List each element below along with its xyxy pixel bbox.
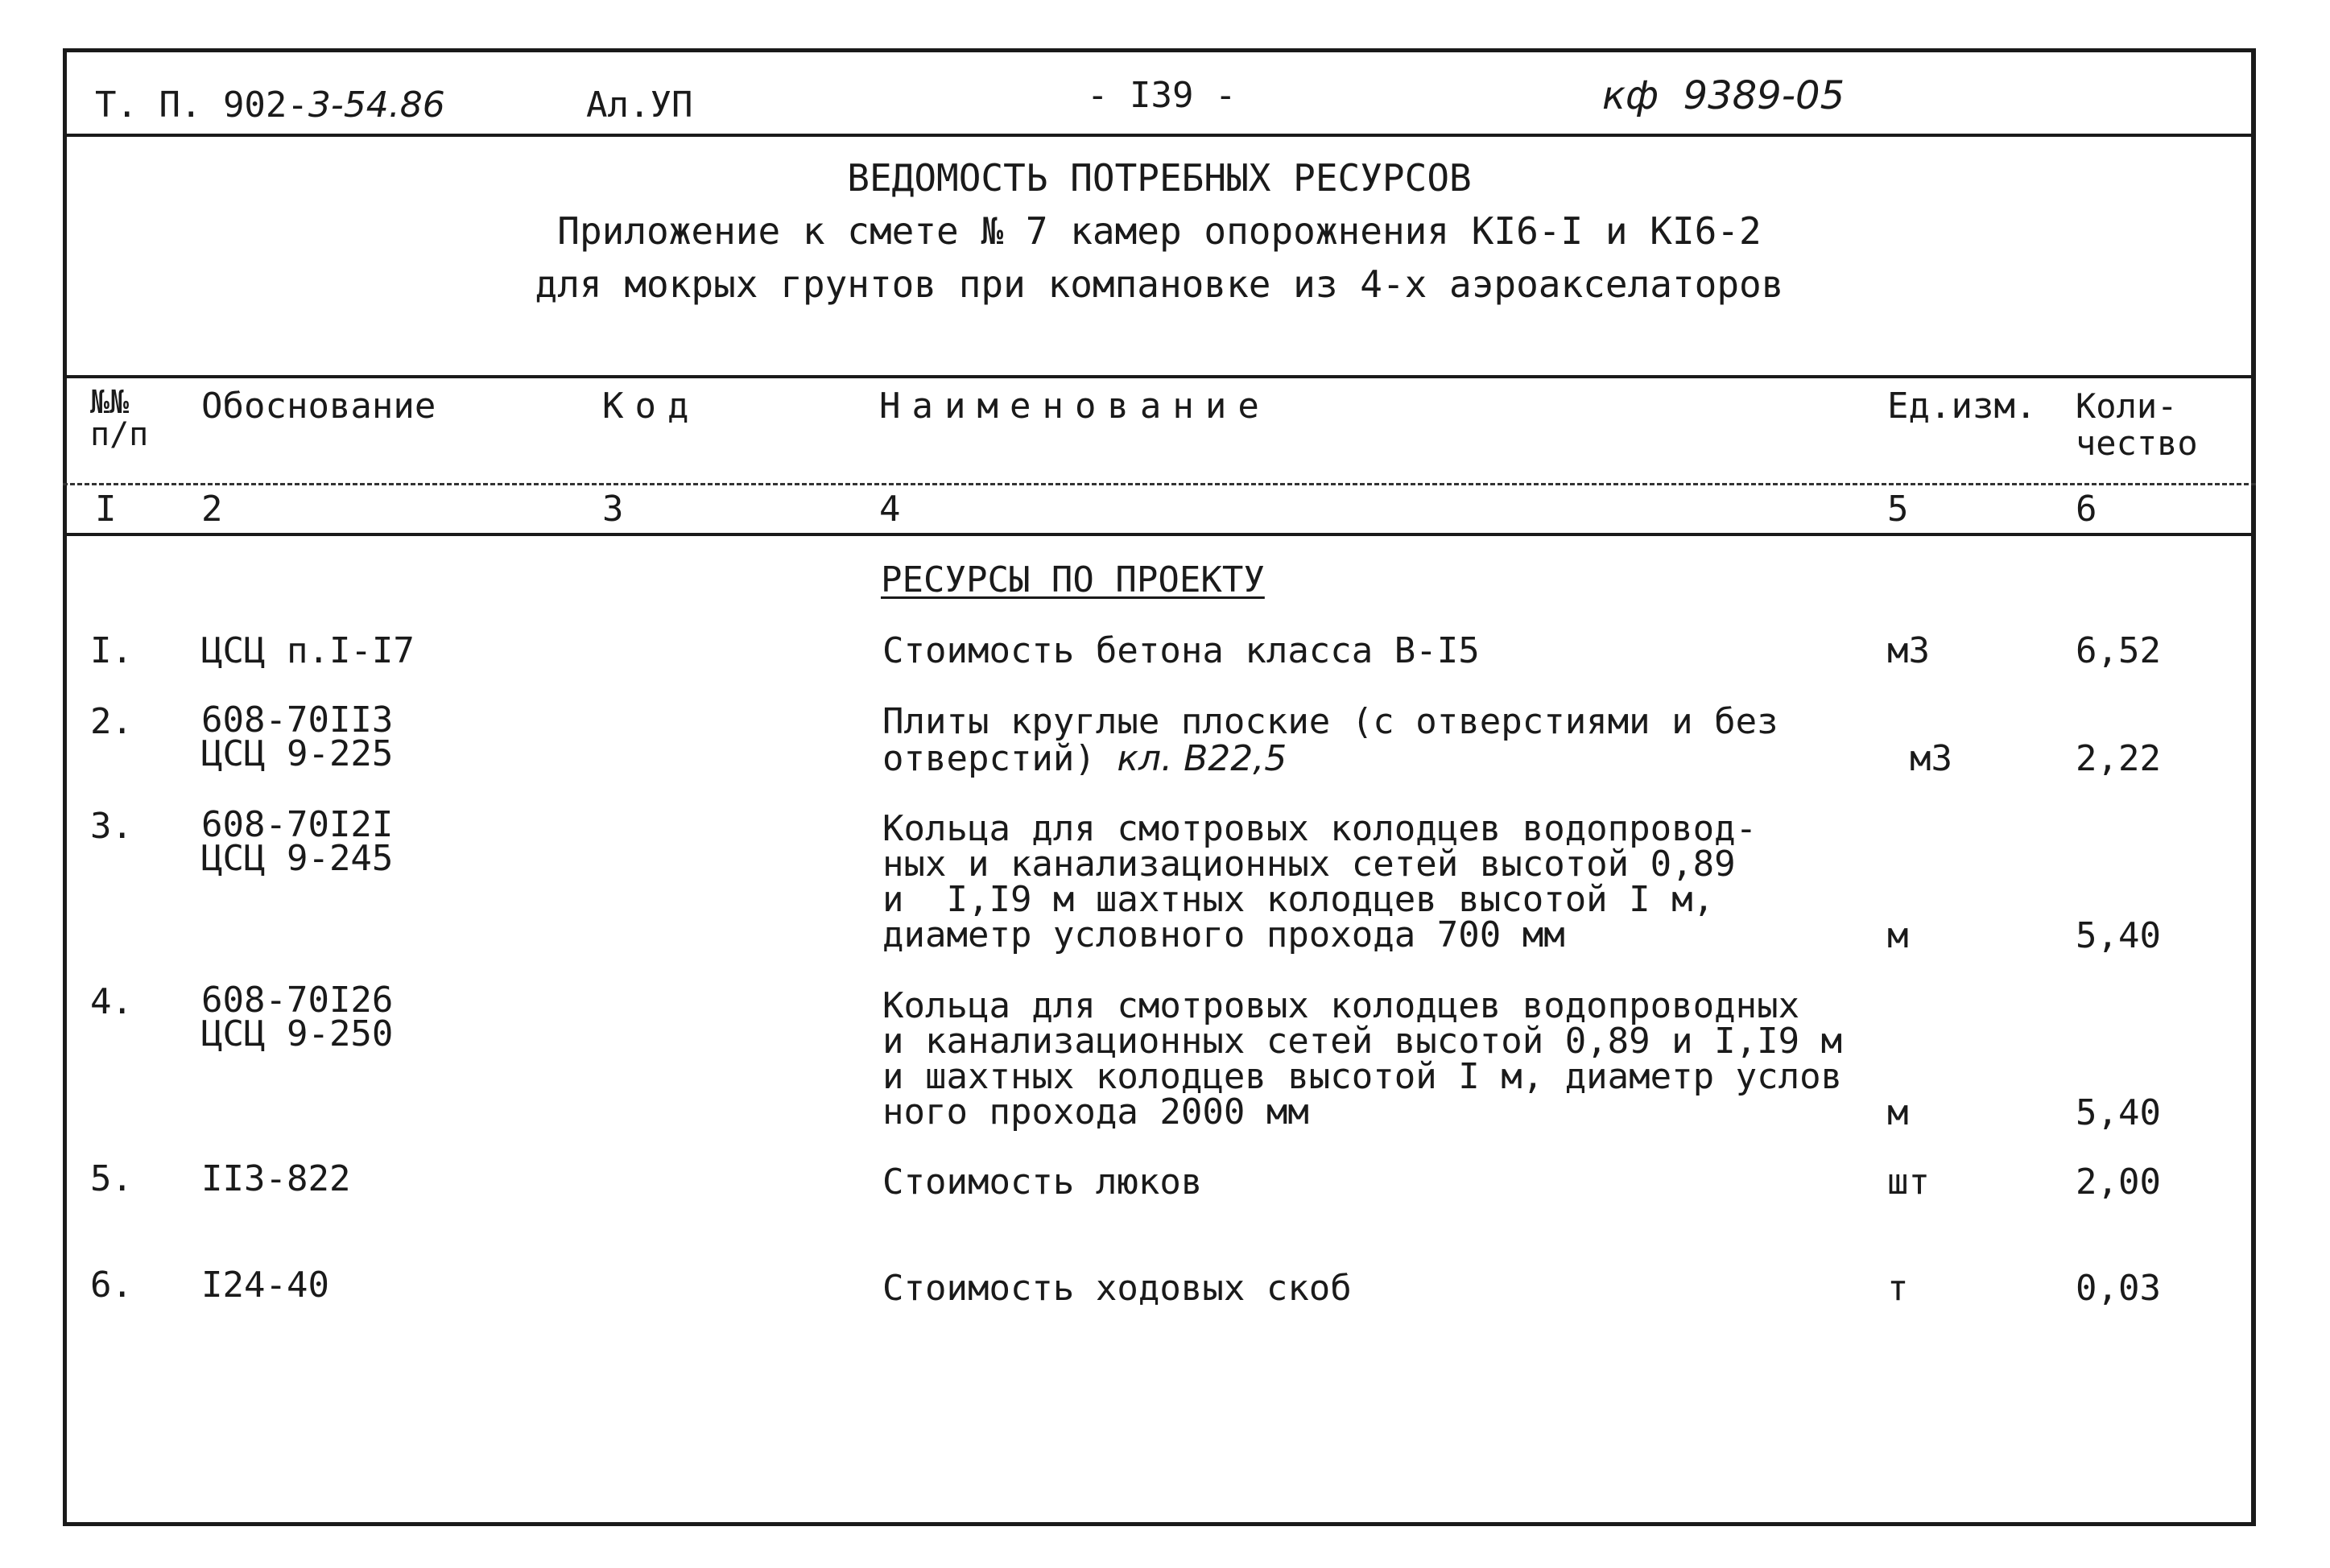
row-basis: ЦСЦ п.I-I7 [201, 630, 415, 671]
page-number: - I39 - [1087, 75, 1237, 116]
row-name-line: и канализационных сетей высотой 0,89 и I,I9 м [882, 1021, 1843, 1062]
row-name-line: ного прохода 2000 мм [882, 1091, 1309, 1133]
row-name: Стоимость люков [882, 1162, 1203, 1203]
col-index-5: 5 [1887, 489, 1909, 530]
row-quantity: 2,00 [2076, 1162, 2161, 1203]
section-title: РЕСУРСЫ ПО ПРОЕКТУ [881, 559, 1265, 600]
header-album: Ал.УП [586, 85, 693, 126]
col-num-bottom: п/п [90, 416, 149, 453]
row-basis [201, 980, 394, 1054]
table-top-border [63, 375, 2256, 378]
row-name-line: отверстий) [882, 738, 1096, 779]
row-basis [201, 699, 394, 774]
row-basis: I24-40 [201, 1265, 329, 1306]
col-index-3: 3 [602, 489, 624, 530]
row-number: 5. [90, 1158, 133, 1199]
row-basis-line: ЦСЦ 9-225 [201, 733, 394, 774]
col-qty-top: Коли- [2076, 386, 2178, 426]
row-quantity: 5,40 [2076, 1092, 2161, 1133]
header-dashed-divider [63, 483, 2256, 485]
row-name-handwritten: кл. В22,5 [1117, 738, 1287, 779]
col-index-4: 4 [879, 489, 901, 530]
row-unit: т [1887, 1268, 1909, 1309]
row-name-line: Кольца для смотровых колодцев водопровод- [882, 808, 1758, 849]
doc-title: ВЕДОМОСТЬ ПОТРЕБНЫХ РЕСУРСОВ [847, 156, 1472, 200]
row-number: I. [90, 630, 133, 671]
header-series-text: Т. П. 902- [95, 85, 308, 126]
row-quantity: 2,22 [2076, 738, 2161, 779]
col-basis-header: Обоснование [201, 386, 436, 427]
row-number: 2. [90, 701, 133, 742]
row-name-line: диаметр условного прохода 700 мм [882, 914, 1565, 955]
header-divider [63, 134, 2256, 137]
col-code-header: Код [602, 386, 700, 427]
row-quantity: 0,03 [2076, 1268, 2161, 1309]
row-unit: м [1887, 1092, 1909, 1133]
row-basis-line: ЦСЦ 9-250 [201, 1013, 394, 1054]
col-num-header [90, 386, 148, 451]
row-name: Стоимость ходовых скоб [882, 1268, 1352, 1309]
header-series-handwritten: 3-54.86 [308, 85, 445, 126]
row-unit: м3 [1910, 738, 1952, 779]
row-name-line: и I,I9 м шахтных колодцев высотой I м, [882, 879, 1715, 920]
row-number: 6. [90, 1265, 133, 1306]
col-index-1: I [95, 489, 117, 530]
col-index-2: 2 [201, 489, 223, 530]
col-qty-header [2076, 388, 2198, 462]
header-stamp: кф 9389-05 [1602, 73, 1845, 118]
row-basis-line: ЦСЦ 9-245 [201, 838, 394, 879]
doc-subtitle-1: Приложение к смете № 7 камер опорожнения КI6-I и КI6-2 [557, 209, 1762, 253]
col-num-top: №№ [90, 384, 130, 421]
row-number: 4. [90, 981, 133, 1022]
row-basis [201, 804, 394, 879]
row-name [882, 701, 1778, 779]
header-series [95, 87, 445, 124]
row-unit: шт [1887, 1162, 1930, 1203]
row-name [882, 808, 1758, 955]
row-quantity: 5,40 [2076, 915, 2161, 956]
row-basis-line: 608-70I2I [201, 804, 394, 845]
row-name-line: Кольца для смотровых колодцев водопроводных [882, 985, 1800, 1026]
row-basis-line: 608-70II3 [201, 699, 394, 741]
row-name-line: ных и канализационных сетей высотой 0,89 [882, 844, 1736, 885]
doc-subtitle-2: для мокрых грунтов при компановке из 4-х аэроакселаторов [535, 262, 1784, 306]
row-name-line: Плиты круглые плоские (с отверстиями и без [882, 701, 1778, 742]
row-unit: м3 [1887, 630, 1930, 671]
row-number: 3. [90, 806, 133, 847]
row-quantity: 6,52 [2076, 630, 2161, 671]
col-qty-bottom: чество [2076, 423, 2198, 463]
col-unit-header: Ед.изм. [1887, 386, 2037, 427]
row-unit: м [1887, 915, 1909, 956]
row-basis: II3-822 [201, 1158, 351, 1199]
row-basis-line: 608-70I26 [201, 980, 394, 1021]
row-name [882, 985, 1843, 1133]
col-name-header: Наименование [879, 386, 1270, 427]
header-bottom-border [63, 533, 2256, 536]
row-name-line: и шахтных колодцев высотой I м, диаметр услов [882, 1056, 1843, 1097]
row-name: Стоимость бетона класса В-I5 [882, 630, 1480, 671]
col-index-6: 6 [2076, 489, 2097, 530]
